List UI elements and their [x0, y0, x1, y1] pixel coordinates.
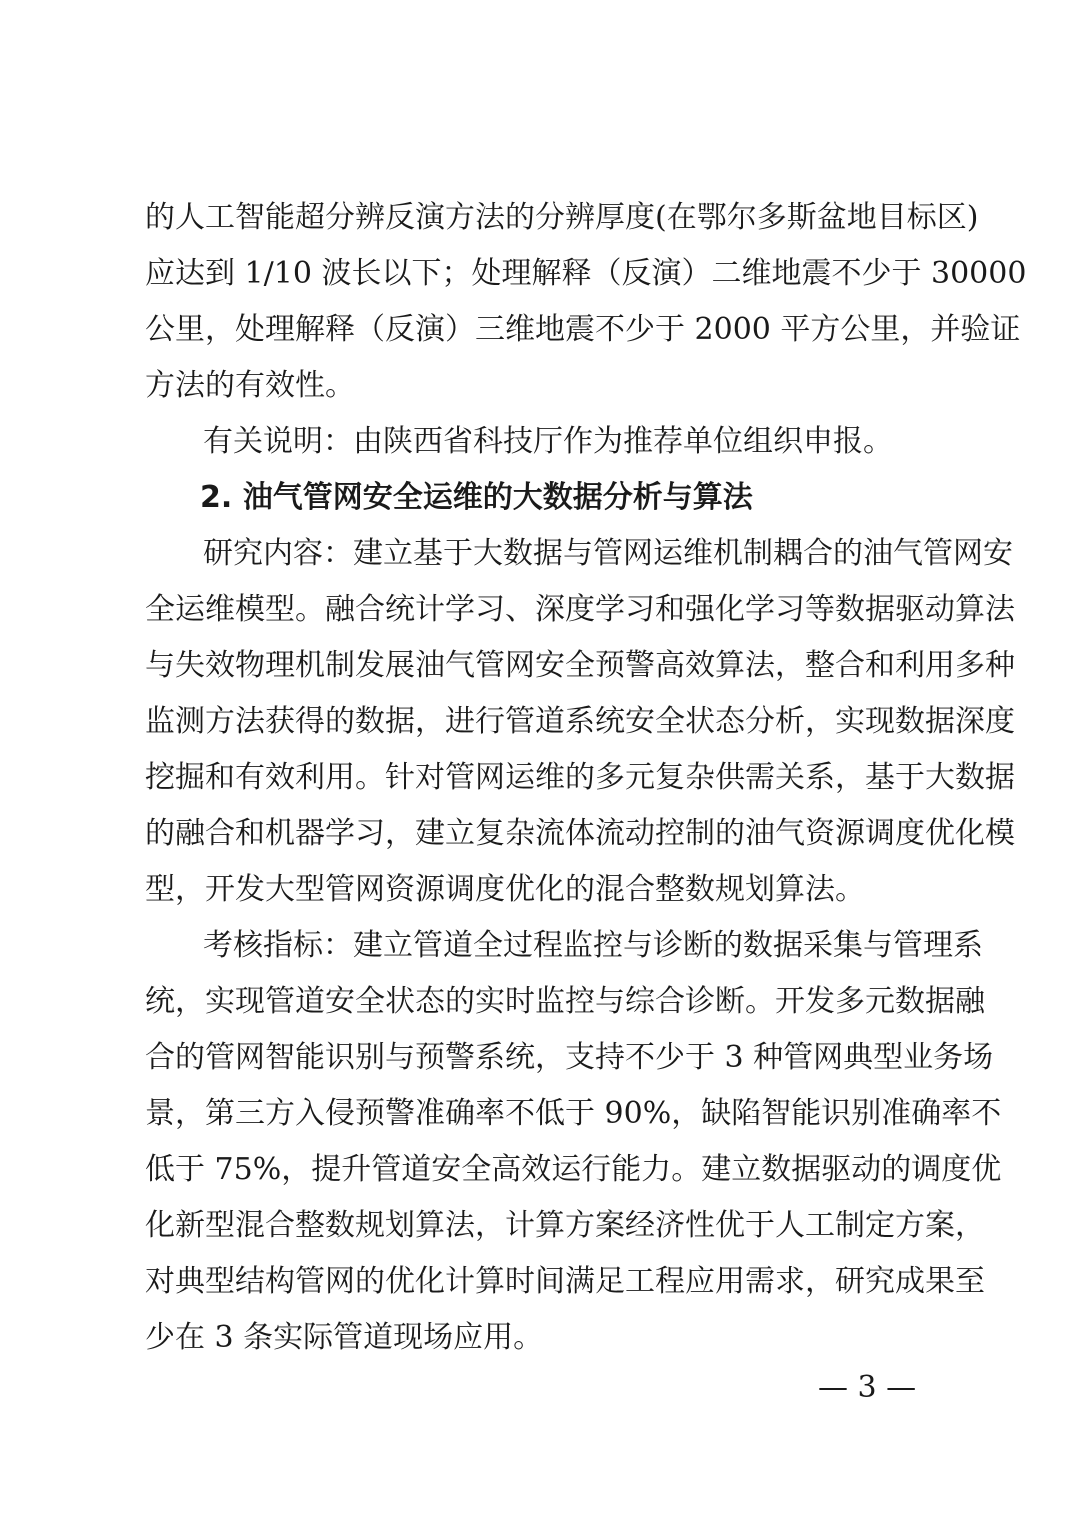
- assessment-line: 统，实现管道安全状态的实时监控与综合诊断。开发多元数据融: [145, 984, 985, 1019]
- paragraph-line: 应达到 1/10 波长以下；处理解释（反演）二维地震不少于 30000: [145, 256, 1027, 291]
- assessment-line: 化新型混合整数规划算法，计算方案经济性优于人工制定方案，: [145, 1208, 985, 1243]
- research-content-line: 的融合和机器学习，建立复杂流体流动控制的油气资源调度优化模: [145, 816, 1015, 851]
- section-heading: 2. 油气管网安全运维的大数据分析与算法: [200, 480, 753, 515]
- research-content-line: 挖掘和有效利用。针对管网运维的多元复杂供需关系，基于大数据: [145, 760, 1015, 795]
- research-content-line: 型，开发大型管网资源调度优化的混合整数规划算法。: [145, 872, 865, 907]
- assessment-line: 考核指标：建立管道全过程监控与诊断的数据采集与管理系: [203, 928, 983, 963]
- paragraph-line: 公里，处理解释（反演）三维地震不少于 2000 平方公里，并验证: [145, 312, 1021, 347]
- paragraph-line: 的人工智能超分辨反演方法的分辨厚度(在鄂尔多斯盆地目标区): [145, 200, 979, 235]
- research-content-line: 与失效物理机制发展油气管网安全预警高效算法，整合和利用多种: [145, 648, 1015, 683]
- assessment-line: 少在 3 条实际管道现场应用。: [145, 1320, 544, 1355]
- research-content-line: 研究内容：建立基于大数据与管网运维机制耦合的油气管网安: [203, 536, 1013, 571]
- assessment-line: 合的管网智能识别与预警系统，支持不少于 3 种管网典型业务场: [145, 1040, 994, 1075]
- page-number: — 3 —: [818, 1370, 917, 1405]
- research-content-line: 全运维模型。融合统计学习、深度学习和强化学习等数据驱动算法: [145, 592, 1015, 627]
- research-content-line: 监测方法获得的数据，进行管道系统安全状态分析，实现数据深度: [145, 704, 1015, 739]
- paragraph-line: 方法的有效性。: [145, 368, 355, 403]
- assessment-line: 低于 75%，提升管道安全高效运行能力。建立数据驱动的调度优: [145, 1152, 1002, 1187]
- assessment-line: 对典型结构管网的优化计算时间满足工程应用需求，研究成果至: [145, 1264, 985, 1299]
- assessment-line: 景，第三方入侵预警准确率不低于 90%，缺陷智能识别准确率不: [145, 1096, 1002, 1131]
- note-line: 有关说明：由陕西省科技厅作为推荐单位组织申报。: [203, 424, 893, 459]
